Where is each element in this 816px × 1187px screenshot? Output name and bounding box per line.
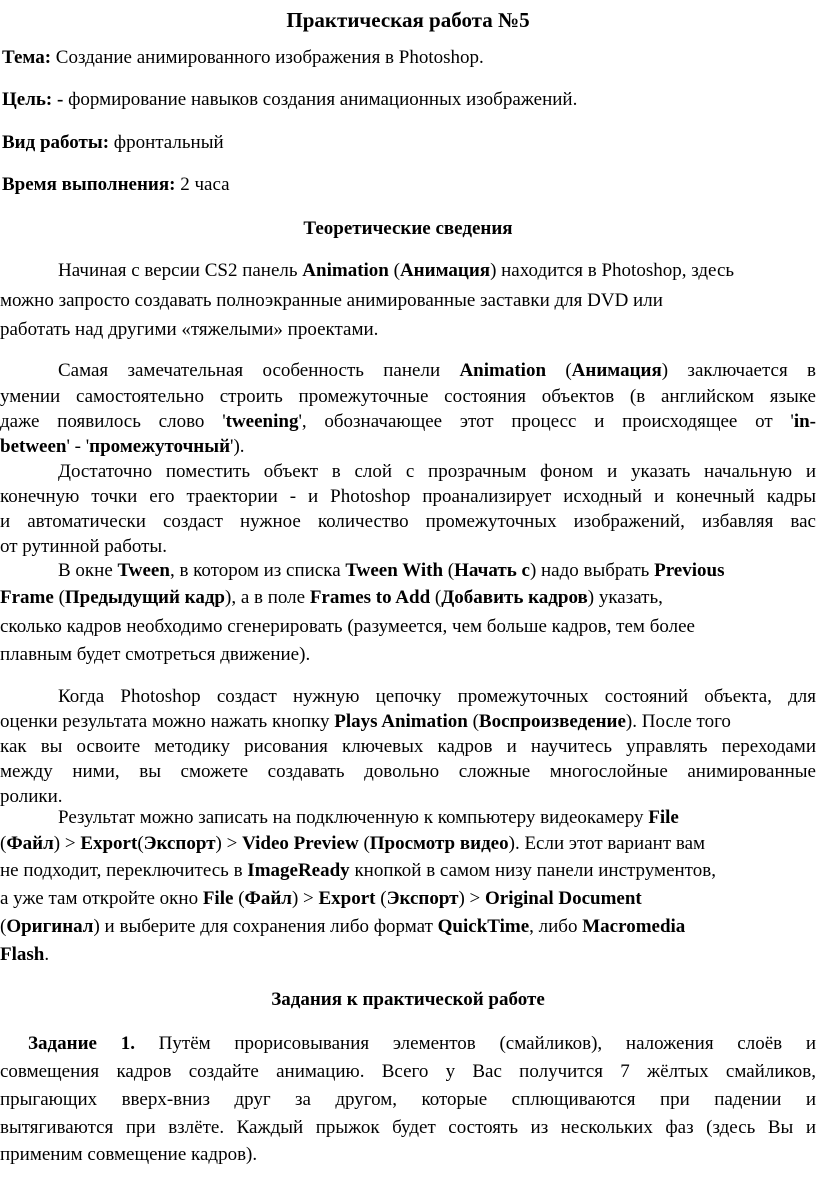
text-bold: Previous (654, 560, 725, 581)
text-bold: File (202, 888, 234, 909)
text: даже появилось слово ' (0, 411, 226, 432)
paragraph-line (0, 435, 245, 459)
goal-label: Цель: - (2, 89, 64, 110)
text-bold: Tween (117, 560, 170, 581)
paragraph-line: между ними, вы сможете создавать довольно сложные многослойные анимированные (0, 761, 816, 782)
text: . (44, 944, 50, 965)
text-bold: Animation (459, 360, 547, 381)
text: ) > (458, 888, 486, 909)
topic-line (2, 46, 484, 70)
text-bold: Анимация (571, 360, 662, 381)
text-bold: Начать с (454, 560, 530, 581)
tasks-heading: Задания к практической работе (271, 989, 545, 1010)
text-bold: between (0, 436, 67, 457)
text: ( (233, 888, 245, 909)
text-bold: Tween With (345, 560, 444, 581)
text: ) заключается в (661, 360, 816, 381)
paragraph-line (0, 410, 816, 434)
paragraph-line: умении самостоятельно строить промежуточные состояния объектов (в английском языке (0, 386, 816, 407)
text: Начиная с версии CS2 панель (58, 260, 303, 281)
text: ', обозначающее этот процесс и происходящее от ' (298, 411, 794, 432)
paragraph-line (0, 832, 705, 856)
paragraph-line: как вы освоите методику рисования ключевых кадров и научитесь управлять переходами (0, 736, 816, 757)
paragraph-line: ролики. (0, 786, 63, 807)
theory-heading: Теоретические сведения (303, 218, 513, 239)
text-bold: Предыдущий кадр (64, 587, 225, 608)
paragraph-line (58, 359, 816, 383)
text-bold: Файл (244, 888, 292, 909)
text-bold: Export (318, 888, 376, 909)
task-line (28, 1032, 816, 1056)
goal-line (2, 88, 577, 112)
text-bold: Frame (0, 587, 54, 608)
paragraph-line: Достаточно поместить объект в слой с прозрачным фоном и указать начальную и (58, 461, 816, 482)
text: Путём прорисовывания элементов (смайликов), наложения слоёв и (134, 1033, 816, 1054)
paragraph-line: конечную точки его траектории - и Photoshop проанализирует исходный и конечный кадры (0, 486, 816, 507)
text-bold: Оригинал (6, 916, 94, 937)
text-bold: Macromedia (582, 916, 686, 937)
task-line: применим совмещение кадров). (0, 1144, 258, 1165)
text: ) > (291, 888, 319, 909)
page-title: Практическая работа №5 (286, 8, 530, 32)
text-bold: Video Preview (242, 833, 359, 854)
text: ) находится в Photoshop, здесь (490, 260, 735, 281)
text: ( (467, 711, 479, 732)
paragraph-line: работать над другими «тяжелыми» проектами. (0, 319, 379, 340)
text: ) указать, (587, 587, 663, 608)
work-type-label: Вид работы: (2, 132, 110, 153)
text-bold: Воспроизведение (478, 711, 626, 732)
text: ) надо выбрать (529, 560, 655, 581)
duration-label: Время выполнения: (2, 174, 176, 195)
text-bold: Original Document (485, 888, 642, 909)
text: ( (565, 360, 572, 381)
topic-label: Тема: (2, 47, 52, 68)
text: ( (53, 587, 65, 608)
duration-line (2, 173, 230, 197)
text: ) и выберите для сохранения либо формат (93, 916, 438, 937)
text-bold: ImageReady (247, 860, 350, 881)
text: оценки результата можно нажать кнопку (0, 711, 335, 732)
paragraph-line: можно запросто создавать полноэкранные анимированные заставки для DVD или (0, 290, 663, 311)
task-line: вытягиваются при взлёте. Каждый прыжок будет состоять из нескольких фаз (здесь Вы и (0, 1117, 816, 1138)
text: ( (430, 587, 442, 608)
text-bold: Просмотр видео (369, 833, 509, 854)
text: Самая замечательная особенность панели (58, 360, 460, 381)
text: не подходит, переключитесь в (0, 860, 248, 881)
text-bold: tweening (225, 411, 299, 432)
text-bold: Frames to Add (309, 587, 431, 608)
paragraph-line (0, 887, 642, 911)
text: '). (230, 436, 245, 457)
paragraph-line (58, 559, 724, 583)
paragraph-line: и автоматически создаст нужное количество промежуточных изображений, избавляя вас (0, 511, 816, 532)
text-bold: in- (793, 411, 816, 432)
text: а уже там откройте окно (0, 888, 203, 909)
text: ), а в поле (225, 587, 310, 608)
text-bold: промежуточный (89, 436, 231, 457)
text-bold: Export (80, 833, 138, 854)
text-bold: Экспорт (143, 833, 216, 854)
text-bold: File (648, 807, 679, 828)
topic-value: Создание анимированного изображения в Photoshop. (51, 47, 484, 68)
paragraph-line: Когда Photoshop создаст нужную цепочку промежуточных состояний объекта, для (58, 686, 816, 707)
text: ) > (53, 833, 81, 854)
paragraph-line (58, 259, 734, 283)
text: ). Если этот вариант вам (508, 833, 706, 854)
text-bold: Animation (302, 260, 389, 281)
text-bold: Экспорт (386, 888, 459, 909)
text-bold: Файл (6, 833, 54, 854)
paragraph-line: от рутинной работы. (0, 536, 167, 557)
text-bold: Flash (0, 944, 45, 965)
paragraph-line (0, 915, 685, 939)
text: , либо (529, 916, 583, 937)
goal-value: формирование навыков создания анимационных изображений. (63, 89, 578, 110)
duration-value: 2 часа (175, 174, 230, 195)
task-line: совмещения кадров создайте анимацию. Всего у Вас получится 7 жёлтых смайликов, (0, 1061, 816, 1082)
paragraph-line (0, 943, 49, 967)
text: ( (388, 260, 400, 281)
text-bold: QuickTime (437, 916, 530, 937)
text: ( (0, 833, 7, 854)
text-bold: Добавить кадров (441, 587, 588, 608)
work-type-line (2, 131, 224, 155)
work-type-value: фронтальный (109, 132, 224, 153)
text: ( (443, 560, 455, 581)
text: , в котором из списка (169, 560, 346, 581)
paragraph-line (0, 710, 731, 734)
text: ( (137, 833, 144, 854)
text: Результат можно записать на подключенную к компьютеру видеокамеру (58, 807, 649, 828)
paragraph-line (58, 806, 679, 830)
text: ) > (215, 833, 243, 854)
text: ( (0, 916, 7, 937)
task-line: прыгающих вверх-вниз друг за другом, которые сплющиваются при падении и (0, 1089, 816, 1110)
paragraph-line (0, 586, 663, 610)
text: ' - ' (66, 436, 90, 457)
text-bold: Plays Animation (334, 711, 468, 732)
text: В окне (58, 560, 118, 581)
text: ). После того (625, 711, 731, 732)
task-label: Задание 1. (28, 1033, 135, 1054)
text: ( (358, 833, 370, 854)
paragraph-line: сколько кадров необходимо сгенерировать (разумеется, чем больше кадров, тем более (0, 616, 695, 637)
paragraph-line: плавным будет смотреться движение). (0, 644, 311, 665)
text: кнопкой в самом низу панели инструментов, (349, 860, 716, 881)
text: ( (375, 888, 387, 909)
text-bold: Анимация (399, 260, 491, 281)
paragraph-line (0, 859, 716, 883)
